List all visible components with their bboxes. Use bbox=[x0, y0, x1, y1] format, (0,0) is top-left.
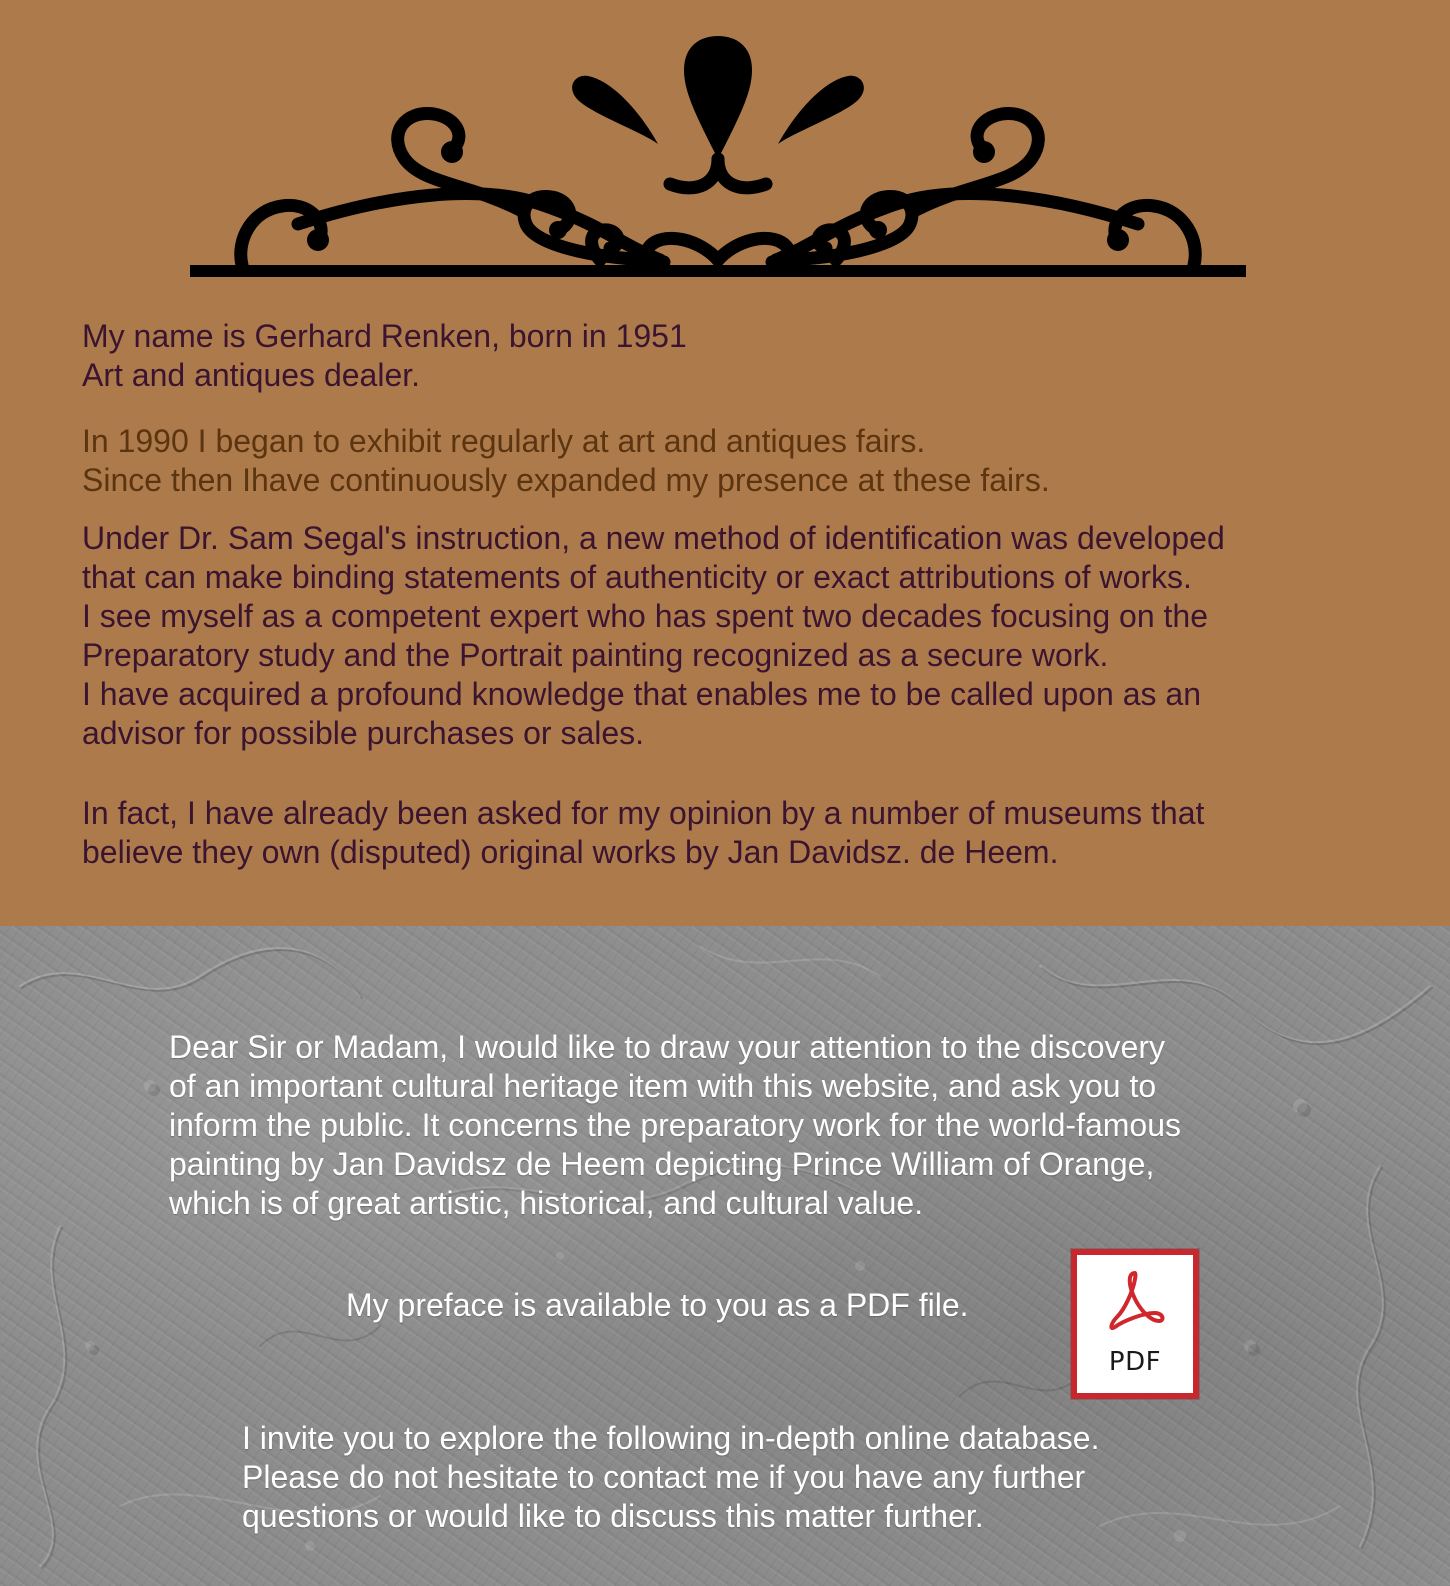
pdf-note: My preface is available to you as a PDF file. bbox=[346, 1287, 969, 1323]
fact-paragraph bbox=[82, 794, 1204, 872]
letter-line: inform the public. It concerns the preparatory work for the world-famous bbox=[169, 1107, 1181, 1143]
invite-line: Please do not hesitate to contact me if you have any further bbox=[242, 1459, 1086, 1495]
letter-line: which is of great artistic, historical, and cultural value. bbox=[169, 1185, 924, 1221]
pdf-button-label: PDF bbox=[1108, 1347, 1162, 1377]
fact-line: believe they own (disputed) original works by Jan Davidsz. de Heem. bbox=[82, 834, 1059, 870]
letter-section bbox=[0, 926, 1450, 1586]
method-line: advisor for possible purchases or sales. bbox=[82, 715, 645, 751]
fairs-paragraph bbox=[82, 422, 1050, 500]
letter-paragraph bbox=[169, 1028, 1181, 1223]
invite-line: questions or would like to discuss this matter further. bbox=[242, 1498, 984, 1534]
method-line: I have acquired a profound knowledge that enables me to be called upon as an bbox=[82, 676, 1202, 712]
letter-line: Dear Sir or Madam, I would like to draw your attention to the discovery bbox=[169, 1029, 1165, 1065]
intro-line: My name is Gerhard Renken, born in 1951 bbox=[82, 318, 687, 354]
method-line: I see myself as a competent expert who has spent two decades focusing on the bbox=[82, 598, 1208, 634]
scroll-ornament-icon bbox=[190, 34, 1246, 284]
method-line: that can make binding statements of authenticity or exact attributions of works. bbox=[82, 559, 1192, 595]
fact-line: In fact, I have already been asked for my opinion by a number of museums that bbox=[82, 795, 1205, 831]
letter-line: of an important cultural heritage item with this website, and ask you to bbox=[169, 1068, 1157, 1104]
method-line: Under Dr. Sam Segal's instruction, a new method of identification was developed bbox=[82, 520, 1225, 556]
pdf-download-button[interactable] bbox=[1071, 1249, 1199, 1399]
fairs-line: In 1990 I began to exhibit regularly at art and antiques fairs. bbox=[82, 423, 926, 459]
letter-line: painting by Jan Davidsz de Heem depicting Prince William of Orange, bbox=[169, 1146, 1155, 1182]
intro-line: Art and antiques dealer. bbox=[82, 357, 421, 393]
invite-paragraph bbox=[242, 1419, 1099, 1536]
method-line: Preparatory study and the Portrait painting recognized as a secure work. bbox=[82, 637, 1109, 673]
adobe-pdf-icon bbox=[1105, 1269, 1165, 1333]
method-paragraph bbox=[82, 519, 1225, 753]
fairs-line: Since then Ihave continuously expanded my presence at these fairs. bbox=[82, 462, 1050, 498]
intro-paragraph bbox=[82, 317, 687, 395]
invite-line: I invite you to explore the following in-depth online database. bbox=[242, 1420, 1100, 1456]
